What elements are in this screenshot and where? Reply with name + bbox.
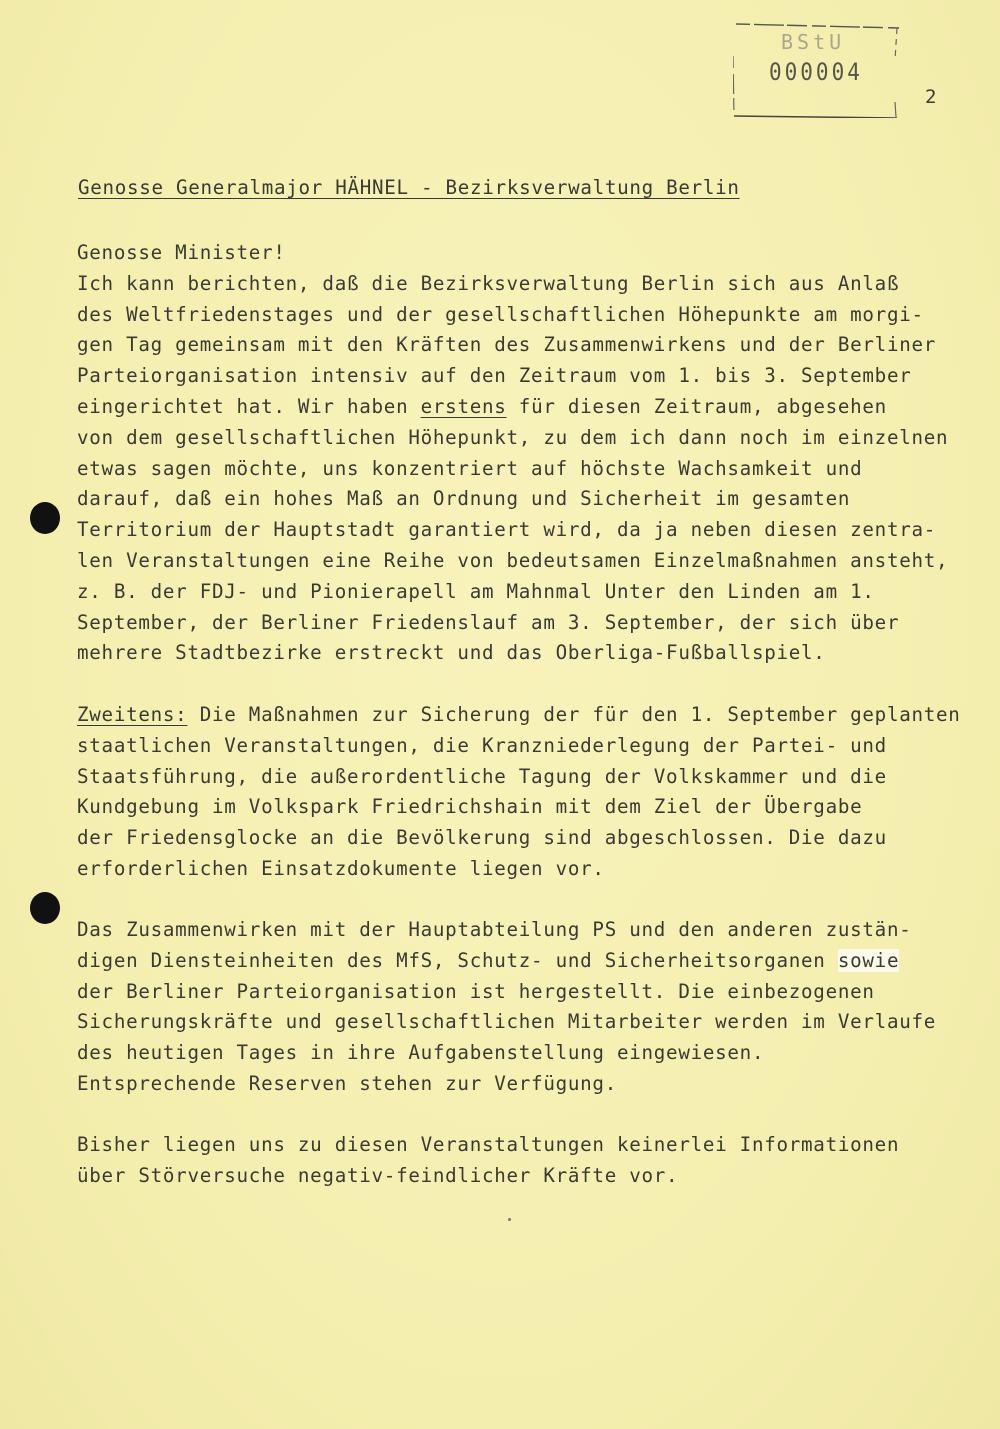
text-line: Sicherungskräfte und gesellschaftlichen Mitarbeiter werden im Verlaufe	[77, 1010, 937, 1034]
text-line	[77, 700, 961, 731]
text-line: z. B. der FDJ- und Pionierapell am Mahnmal Unter den Linden am 1.	[77, 579, 875, 603]
text-line: Genosse Minister!	[77, 241, 286, 264]
text-line: etwas sagen möchte, uns konzentriert auf höchste Wachsamkeit und	[77, 456, 863, 480]
text-line: staatlichen Veranstaltungen, die Kranzniederlegung der Partei- und	[77, 733, 887, 757]
text-line: Das Zusammenwirken mit der Hauptabteilung PS und den anderen zustän-	[77, 918, 912, 941]
ink-dot	[508, 1218, 511, 1221]
text-line: Territorium der Hauptstadt garantiert wird, da ja neben diesen zentra-	[77, 518, 937, 542]
text-line: erforderlichen Einsatzdokumente liegen vor.	[77, 856, 605, 880]
text-line: mehrere Stadtbezirke erstreckt und das Oberliga-Fußballspiel.	[77, 641, 826, 665]
paragraph-4	[77, 1130, 899, 1192]
text-line: September, der Berliner Friedenslauf am 3. September, der sich über	[77, 610, 900, 634]
text-line: der Berliner Parteiorganisation ist hergestellt. Die einbezogenen	[77, 979, 875, 1003]
text-line: des Weltfriedenstages und der gesellschaftlichen Höhepunkte am morgi-	[77, 302, 924, 326]
text-line: des heutigen Tages in ihre Aufgabenstellung eingewiesen.	[77, 1041, 765, 1065]
corrected-text: sowie	[837, 948, 900, 972]
text-line: Parteiorganisation intensiv auf den Zeitraum vom 1. bis 3. September	[77, 364, 912, 388]
text-line: Staatsführung, die außerordentliche Tagung der Volkskammer und die	[77, 764, 887, 788]
document-heading: Genosse Generalmajor HÄHNEL - Bezirksverwaltung Berlin	[78, 176, 740, 199]
text-line: Entsprechende Reserven stehen zur Verfügung.	[77, 1071, 617, 1095]
text-line: Ich kann berichten, daß die Bezirksverwaltung Berlin sich aus Anlaß	[77, 271, 900, 295]
text-line: Bisher liegen uns zu diesen Veranstaltungen keinerlei Informationen	[77, 1133, 900, 1156]
text-segment: digen Diensteinheiten des MfS, Schutz- und Sicherheitsorganen	[77, 948, 838, 972]
archive-stamp	[733, 20, 899, 118]
text-line: der Friedensglocke an die Bevölkerung sind abgeschlossen. Die dazu	[77, 826, 887, 850]
stamp-header: BStU	[781, 30, 846, 54]
paragraph-1	[77, 238, 948, 669]
text-segment: für diesen Zeitraum, abgesehen	[506, 394, 887, 418]
text-segment: eingerichtet hat. Wir haben	[77, 394, 421, 418]
text-line: darauf, daß ein hohes Maß an Ordnung und Sicherheit im gesamten	[77, 487, 851, 511]
text-line: Kundgebung im Volkspark Friedrichshain mit dem Ziel der Übergabe	[77, 795, 863, 819]
page-number: 2	[925, 86, 937, 108]
text-line: von dem gesellschaftlichen Höhepunkt, zu dem ich dann noch im einzelnen	[77, 425, 949, 449]
text-line: len Veranstaltungen eine Reihe von bedeutsamen Einzelmaßnahmen ansteht,	[77, 548, 949, 572]
underlined-text: Zweitens:	[77, 703, 188, 726]
text-line	[77, 946, 936, 977]
punch-hole	[30, 892, 60, 924]
punch-hole	[30, 502, 60, 534]
text-line: über Störversuche negativ-feindlicher Kräfte vor.	[77, 1163, 679, 1187]
text-line: gen Tag gemeinsam mit den Kräften des Zusammenwirkens und der Berliner	[77, 333, 937, 357]
underlined-text: erstens	[420, 394, 507, 418]
stamp-number: 000004	[769, 58, 863, 86]
text-segment: Die Maßnahmen zur Sicherung der für den 1. September geplanten	[187, 703, 961, 726]
text-line	[77, 392, 948, 423]
paragraph-2	[77, 700, 961, 885]
paragraph-3	[77, 915, 936, 1100]
